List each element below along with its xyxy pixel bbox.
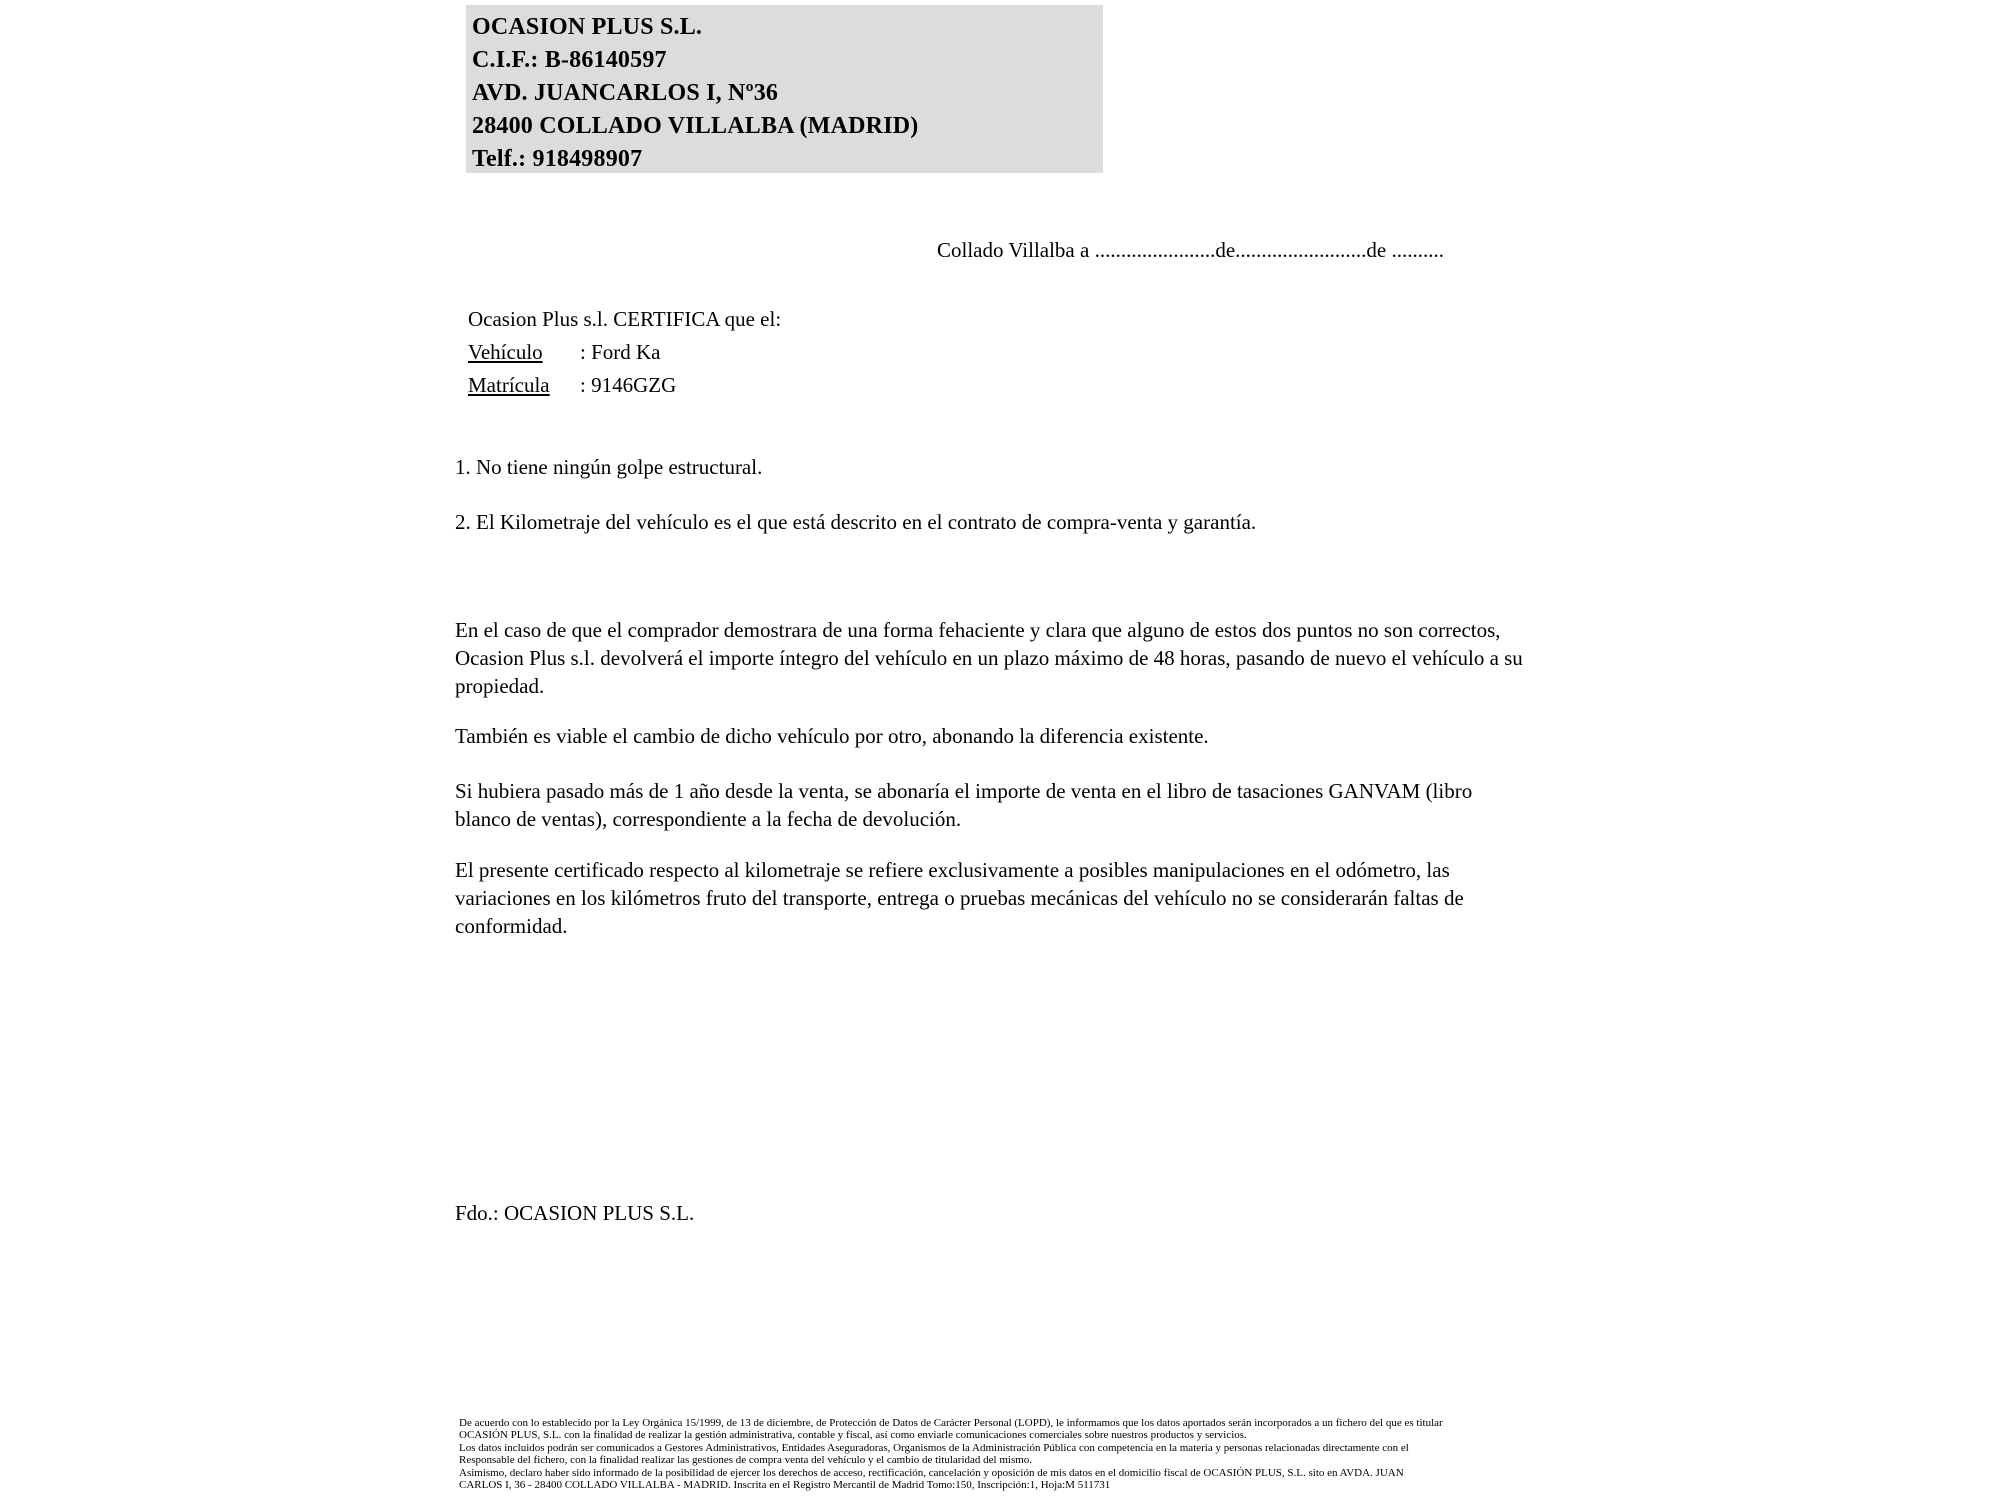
plate-label: Matrícula [468, 373, 550, 397]
legal-footer [459, 1417, 1443, 1491]
legal-footer-line: De acuerdo con lo establecido por la Ley Orgánica 15/1999, de 13 de diciembre, de Protección de Datos de Carácter Personal (LOPD), le informamos que los datos aportados serán incorporados a un fichero del que es titular [459, 1417, 1443, 1429]
vehicle-value: : Ford Ka [580, 340, 661, 364]
date-line: Collado Villalba a .......................de.........................de .......... [937, 238, 1444, 262]
statement-2: 2. El Kilometraje del vehículo es el que está descrito en el contrato de compra-venta y garantía. [455, 510, 1257, 534]
plate-row [468, 369, 781, 402]
paragraph-exchange-option: También es viable el cambio de dicho vehículo por otro, abonando la diferencia existente. [455, 724, 1209, 748]
certification-block [468, 303, 781, 402]
legal-footer-line: Responsable del fichero, con la finalidad realizar las gestiones de compra venta del vehículo y el cambio de titularidad del mismo. [459, 1454, 1033, 1467]
paragraph-odometer-scope: El presente certificado respecto al kilometraje se refiere exclusivamente a posibles manipulaciones en el odómetro, las variaciones en los kilómetros fruto del transporte, entrega o pruebas mecánicas del vehículo no se considerarán faltas de conformidad. [455, 858, 1464, 938]
legal-footer-line: CARLOS I, 36 - 28400 COLLADO VILLALBA - MADRID. Inscrita en el Registro Mercantil de Madrid Tomo:150, Inscripción:1, Hoja:M 511731 [459, 1479, 1111, 1492]
certifies-intro: Ocasion Plus s.l. CERTIFICA que el: [468, 307, 782, 331]
company-phone: Telf.: 918498907 [472, 146, 643, 172]
company-city: 28400 COLLADO VILLALBA (MADRID) [472, 113, 919, 139]
legal-footer-line: OCASIÓN PLUS, S.L. con la finalidad de realizar la gestión administrativa, contable y fiscal, así como enviarle comunicaciones comerciales sobre nuestros productos y servicios. [459, 1429, 1247, 1442]
plate-value: : 9146GZG [580, 373, 677, 397]
company-header-block [466, 5, 1103, 173]
paragraph-ganvam-valuation: Si hubiera pasado más de 1 año desde la venta, se abonaría el importe de venta en el libro de tasaciones GANVAM (libro blanco de ventas), correspondiente a la fecha de devolución. [455, 779, 1473, 831]
company-name: OCASION PLUS S.L. [472, 14, 703, 40]
vehicle-label: Vehículo [468, 340, 543, 364]
paragraph-refund-terms: En el caso de que el comprador demostrara de una forma fehaciente y clara que alguno de estos dos puntos no son correctos, Ocasion Plus s.l. devolverá el importe íntegro del vehículo en un plazo máximo de 48 horas, pasando de nuevo el vehículo a su propiedad. [455, 618, 1523, 698]
legal-footer-line: Los datos incluidos podrán ser comunicados a Gestores Administrativos, Entidades Aseguradoras, Organismos de la Administración Pública con competencia en la materia y personas relacionadas directamente con el [459, 1441, 1409, 1454]
legal-footer-line: Asimismo, declaro haber sido informado de la posibilidad de ejercer los derechos de acceso, rectificación, cancelación y oposición de mis datos en el domicilio fiscal de OCASIÓN PLUS, S.L. sito en AVDA. JUAN [459, 1466, 1404, 1479]
statement-1: 1. No tiene ningún golpe estructural. [455, 455, 763, 479]
signature-line: Fdo.: OCASION PLUS S.L. [455, 1201, 695, 1225]
company-cif: C.I.F.: B-86140597 [472, 47, 667, 73]
company-address: AVD. JUANCARLOS I, Nº36 [472, 80, 779, 106]
vehicle-row [468, 336, 781, 369]
